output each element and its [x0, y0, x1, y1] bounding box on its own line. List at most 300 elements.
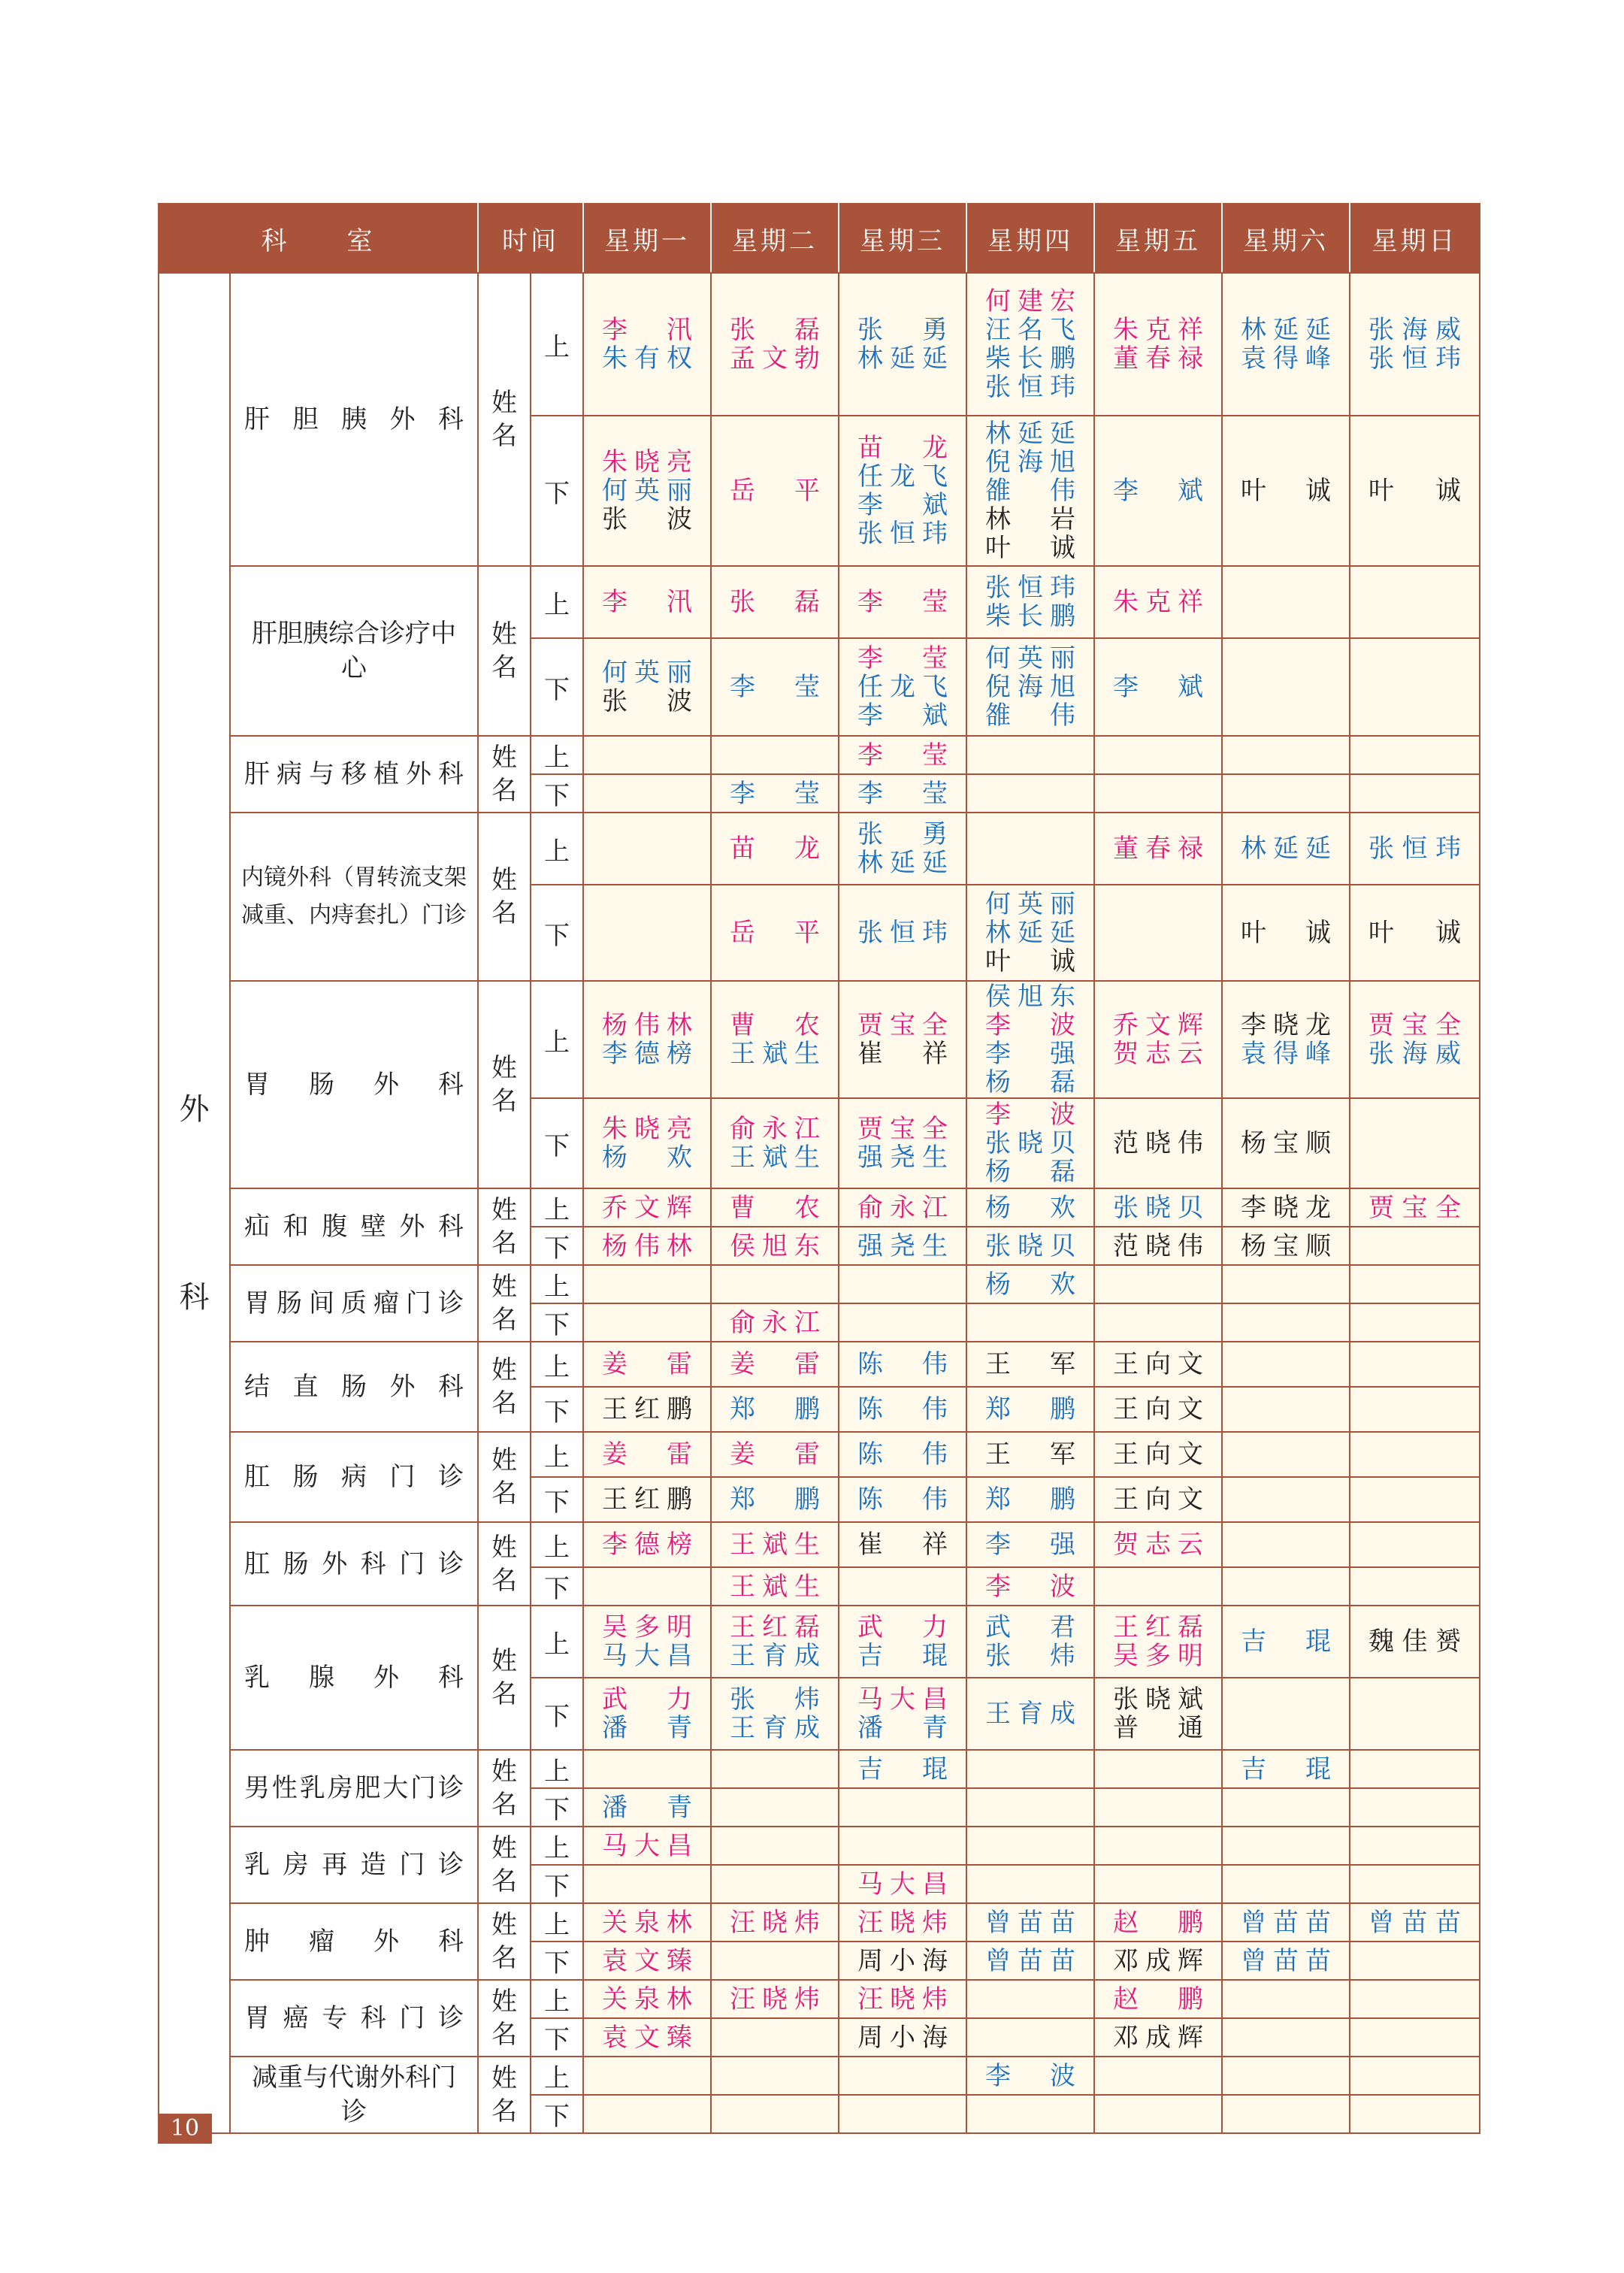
- doctor-cell: [711, 1942, 839, 1980]
- doctor-name: [967, 1011, 1093, 1040]
- doctor-name-part: 农: [794, 1010, 820, 1040]
- doctor-cell: [1222, 1522, 1350, 1567]
- doctor-cell: [711, 1098, 839, 1188]
- doctor-cell: [583, 1432, 711, 1477]
- name-label: [478, 1606, 531, 1750]
- doctor-cell: [966, 1865, 1094, 1903]
- doctor-name-char: 志: [1145, 1039, 1171, 1069]
- doctor-name: [584, 1685, 710, 1714]
- doctor-name-part: 潘: [857, 1713, 883, 1743]
- doctor-cell: [1094, 273, 1222, 416]
- doctor-name-part: 斌: [922, 490, 948, 520]
- time-slot: 下: [531, 1788, 583, 1827]
- doctor-name-char: 袁: [602, 2022, 628, 2053]
- doctor-name-char: 明: [667, 1612, 692, 1642]
- doctor-name: [1095, 1395, 1221, 1424]
- doctor-name-char: 朱: [1113, 587, 1139, 617]
- doctor-cell: [839, 774, 966, 813]
- doctor-name-char: 周: [857, 2022, 883, 2053]
- doctor-name-char: 辉: [1178, 1010, 1203, 1040]
- doctor-name-part: 陈: [857, 1439, 883, 1469]
- header-row: [159, 204, 1480, 273]
- doctor-name-char: 泉: [634, 1907, 660, 1938]
- doctor-name: [967, 287, 1093, 316]
- doctor-cell: [1350, 273, 1480, 416]
- doctor-name-part: 曹: [730, 1010, 755, 1040]
- name-label: [478, 566, 531, 736]
- schedule-row: [159, 813, 1480, 885]
- doctor-cell: [583, 736, 711, 774]
- doctor-name-char: 林: [985, 419, 1011, 449]
- doctor-name-part: 莹: [794, 778, 820, 809]
- doctor-name-char: 张: [1368, 1039, 1394, 1069]
- doctor-name-char: 强: [857, 1143, 883, 1173]
- doctor-name-char: 磊: [1178, 1612, 1203, 1642]
- doctor-name-part: 李: [730, 672, 755, 702]
- doctor-name-part: 李: [985, 1039, 1011, 1069]
- time-slot: 上: [531, 1827, 583, 1865]
- doctor-cell: [583, 1188, 711, 1227]
- doctor-cell: [711, 1303, 839, 1342]
- doctor-name-part: 李: [857, 643, 883, 673]
- doctor-name: [712, 1350, 838, 1379]
- name-label-char: 姓: [491, 1646, 517, 1676]
- doctor-name-char: 贾: [857, 1010, 883, 1040]
- doctor-name-char: 范: [1113, 1230, 1139, 1261]
- doctor-name: [584, 1613, 710, 1642]
- doctor-name: [967, 1158, 1093, 1186]
- doctor-cell: [711, 774, 839, 813]
- doctor-cell: [1222, 1567, 1350, 1606]
- doctor-name: [967, 1395, 1093, 1424]
- doctor-name-char: 张: [985, 1128, 1011, 1158]
- doctor-name-char: 马: [857, 1684, 883, 1715]
- doctor-name: [839, 1642, 966, 1670]
- doctor-name-char: 延: [1305, 315, 1331, 345]
- doctor-cell: [1222, 1227, 1350, 1265]
- doctor-name-char: 王: [602, 1485, 628, 1515]
- doctor-name-char: 伟: [1178, 1230, 1203, 1261]
- doctor-name-part: 姜: [730, 1439, 755, 1469]
- doctor-name-char: 志: [1145, 1530, 1171, 1560]
- time-slot: 下: [531, 1865, 583, 1903]
- doctor-name: [1223, 1129, 1349, 1158]
- doctor-name-part: 苗: [730, 834, 755, 864]
- doctor-name-part: 叶: [1241, 476, 1266, 506]
- doctor-name: [584, 658, 710, 687]
- time-slot: 下: [531, 1678, 583, 1750]
- doctor-cell: [583, 566, 711, 638]
- doctor-name-part: 祥: [922, 1530, 948, 1560]
- doctor-cell: [1094, 1865, 1222, 1903]
- doctor-cell: [1094, 416, 1222, 566]
- doctor-name-char: 斌: [762, 1571, 788, 1602]
- doctor-cell: [1094, 736, 1222, 774]
- doctor-name-part: 叶: [1241, 918, 1266, 948]
- doctor-cell: [711, 1903, 839, 1942]
- doctor-name-char: 生: [794, 1571, 820, 1602]
- doctor-cell: [1350, 774, 1480, 813]
- doctor-name-char: 玮: [1050, 573, 1075, 603]
- doctor-name-char: 辉: [1178, 1945, 1203, 1976]
- doctor-name: [1223, 1908, 1349, 1937]
- doctor-cell: [583, 1750, 711, 1788]
- name-label-char: 姓: [491, 1532, 517, 1563]
- doctor-name-part: 斌: [1178, 476, 1203, 506]
- doctor-name-part: 武: [857, 1612, 883, 1642]
- doctor-name-part: 斌: [1178, 672, 1203, 702]
- doctor-name-char: 恒: [1018, 573, 1043, 603]
- doctor-cell: [583, 1788, 711, 1827]
- schedule-table: [158, 203, 1480, 2134]
- doctor-cell: [1222, 1432, 1350, 1477]
- doctor-name-char: 全: [1435, 1010, 1461, 1040]
- doctor-name: [1095, 1947, 1221, 1975]
- doctor-cell: [583, 1342, 711, 1387]
- doctor-name: [1350, 1040, 1479, 1068]
- doctor-name: [584, 1232, 710, 1261]
- doctor-name-part: 苗: [857, 433, 883, 463]
- doctor-cell: [1350, 638, 1480, 736]
- name-label-char: 名: [491, 1086, 517, 1116]
- doctor-name-char: 鹏: [667, 1485, 692, 1515]
- doctor-cell: [1350, 1606, 1480, 1678]
- doctor-name-char: 红: [634, 1394, 660, 1424]
- name-label-char: 姓: [491, 865, 517, 895]
- doctor-cell: [1094, 2018, 1222, 2057]
- doctor-name-part: 鹏: [1178, 1907, 1203, 1938]
- doctor-name-part: 潘: [602, 1792, 628, 1823]
- doctor-name-char: 林: [1241, 315, 1266, 345]
- doctor-name-part: 伟: [922, 1485, 948, 1515]
- doctor-cell: [1222, 885, 1350, 981]
- doctor-cell: [583, 1303, 711, 1342]
- doctor-name-char: 玮: [922, 519, 948, 549]
- doctor-cell: [966, 1188, 1094, 1227]
- doctor-name-char: 大: [634, 1830, 660, 1861]
- doctor-name-part: 力: [667, 1684, 692, 1715]
- doctor-name: [584, 1985, 710, 2014]
- doctor-name-part: 伟: [922, 1394, 948, 1424]
- doctor-name-char: 贝: [1050, 1128, 1075, 1158]
- time-slot: 下: [531, 416, 583, 566]
- schedule-row: [159, 1827, 1480, 1865]
- doctor-name: [712, 1685, 838, 1714]
- schedule-row: [159, 1903, 1480, 1942]
- doctor-cell: [1350, 1567, 1480, 1606]
- name-label-char: 姓: [491, 1757, 517, 1787]
- doctor-name-char: 尧: [890, 1230, 915, 1261]
- doctor-name-char: 王: [1113, 1439, 1139, 1469]
- doctor-cell: [583, 981, 711, 1098]
- name-label: [478, 273, 531, 566]
- doctor-name-part: 琨: [1305, 1754, 1331, 1784]
- doctor-name: [1223, 1627, 1349, 1656]
- doctor-name-part: 张: [602, 686, 628, 716]
- doctor-name-char: 延: [1050, 419, 1075, 449]
- doctor-cell: [583, 1098, 711, 1188]
- doctor-cell: [1350, 1750, 1480, 1788]
- doctor-name-char: 王: [730, 1143, 755, 1173]
- doctor-name-char: 林: [857, 344, 883, 374]
- doctor-name: [584, 1714, 710, 1742]
- doctor-cell: [839, 1903, 966, 1942]
- doctor-name: [584, 448, 710, 477]
- doctor-name-part: 李: [985, 2060, 1011, 2091]
- department-name: 肛肠外科门诊: [230, 1522, 478, 1606]
- doctor-cell: [1350, 1227, 1480, 1265]
- doctor-name-char: 孟: [730, 344, 755, 374]
- doctor-name-char: 亮: [667, 1114, 692, 1144]
- doctor-name: [712, 588, 838, 616]
- doctor-name: [1095, 588, 1221, 616]
- doctor-name-char: 林: [667, 1984, 692, 2014]
- doctor-cell: [839, 638, 966, 736]
- name-label-char: 名: [491, 652, 517, 683]
- name-label-char: 姓: [491, 1355, 517, 1385]
- doctor-cell: [966, 638, 1094, 736]
- doctor-name: [967, 1270, 1093, 1299]
- doctor-name: [712, 1440, 838, 1469]
- doctor-name-part: 雒: [985, 701, 1011, 731]
- doctor-cell: [1094, 1750, 1222, 1788]
- doctor-name-char: 柴: [985, 344, 1011, 374]
- doctor-cell: [1094, 1188, 1222, 1227]
- doctor-cell: [839, 813, 966, 885]
- doctor-name-char: 威: [1435, 1039, 1461, 1069]
- doctor-name-char: 成: [1050, 1699, 1075, 1729]
- doctor-name: [1095, 1011, 1221, 1040]
- doctor-name-char: 向: [1145, 1349, 1171, 1379]
- doctor-name-char: 林: [1241, 834, 1266, 864]
- name-label-char: 名: [491, 898, 517, 928]
- time-slot: 上: [531, 1606, 583, 1678]
- doctor-name-part: 赵: [1113, 1984, 1139, 2014]
- doctor-cell: [1350, 1865, 1480, 1903]
- doctor-cell: [583, 1227, 711, 1265]
- department-name: 肝胆胰外科: [230, 273, 478, 566]
- doctor-cell: [1350, 736, 1480, 774]
- doctor-name-part: 李: [857, 778, 883, 809]
- doctor-name-char: 生: [794, 1143, 820, 1173]
- doctor-name-part: 鹏: [1050, 1394, 1075, 1424]
- doctor-name: [839, 344, 966, 373]
- doctor-name-part: 姜: [730, 1349, 755, 1379]
- doctor-name-char: 龙: [890, 462, 915, 492]
- doctor-name-part: 张: [730, 1684, 755, 1715]
- doctor-name: [839, 919, 966, 947]
- doctor-name: [839, 741, 966, 770]
- doctor-name: [967, 419, 1093, 448]
- department-name: 胃肠间质瘤门诊: [230, 1265, 478, 1342]
- doctor-name-part: 姜: [602, 1349, 628, 1379]
- name-label: [478, 2057, 531, 2133]
- doctor-name: [1350, 919, 1479, 947]
- doctor-cell: [1350, 1678, 1480, 1750]
- doctor-cell: [711, 1188, 839, 1227]
- doctor-cell: [711, 1387, 839, 1432]
- doctor-cell: [583, 1387, 711, 1432]
- name-label-char: 姓: [491, 619, 517, 649]
- doctor-name-part: 鹏: [1178, 1984, 1203, 2014]
- name-label-char: 名: [491, 1790, 517, 1820]
- department-name: 疝和腹壁外科: [230, 1188, 478, 1265]
- doctor-name-char: 苗: [1402, 1907, 1428, 1938]
- doctor-name-char: 红: [1145, 1612, 1171, 1642]
- doctor-name-part: 吉: [857, 1754, 883, 1784]
- doctor-name-char: 张: [857, 918, 883, 948]
- doctor-name-char: 龙: [1305, 1010, 1331, 1040]
- doctor-name-char: 祥: [1178, 587, 1203, 617]
- doctor-cell: [1094, 1942, 1222, 1980]
- doctor-name: [712, 1115, 838, 1143]
- doctor-name-char: 王: [1113, 1612, 1139, 1642]
- doctor-name: [1095, 477, 1221, 505]
- doctor-cell: [711, 1227, 839, 1265]
- doctor-name-char: 伟: [1178, 1128, 1203, 1158]
- doctor-name: [967, 316, 1093, 344]
- doctor-cell: [966, 813, 1094, 885]
- doctor-name: [839, 1947, 966, 1975]
- doctor-name-part: 叶: [985, 533, 1011, 563]
- doctor-name-part: 李: [857, 740, 883, 770]
- doctor-name-char: 强: [857, 1230, 883, 1261]
- doctor-name: [839, 588, 966, 616]
- doctor-name-char: 生: [922, 1143, 948, 1173]
- doctor-cell: [1094, 638, 1222, 736]
- doctor-name-char: 丽: [1050, 889, 1075, 919]
- doctor-name-char: 延: [1050, 918, 1075, 948]
- header-day: 星期五: [1094, 204, 1222, 273]
- doctor-name: [584, 1947, 710, 1975]
- doctor-name: [1095, 2023, 1221, 2052]
- doctor-name: [967, 1350, 1093, 1379]
- doctor-name-part: 李: [985, 1010, 1011, 1040]
- department-name: 减重与代谢外科门诊: [230, 2057, 478, 2133]
- doctor-name-char: 成: [1145, 1945, 1171, 1976]
- doctor-cell: [583, 1567, 711, 1606]
- schedule-row: [159, 1342, 1480, 1387]
- doctor-name: [967, 644, 1093, 673]
- doctor-name-char: 朱: [1113, 315, 1139, 345]
- doctor-name-char: 文: [1178, 1439, 1203, 1469]
- doctor-name: [839, 1908, 966, 1937]
- doctor-name-char: 晓: [634, 447, 660, 477]
- doctor-name-char: 宏: [1050, 286, 1075, 316]
- doctor-name-part: 农: [794, 1192, 820, 1223]
- name-label-char: 姓: [491, 2063, 517, 2093]
- doctor-name-part: 欢: [667, 1143, 692, 1173]
- doctor-name-char: 袁: [1241, 344, 1266, 374]
- doctor-name: [1095, 1642, 1221, 1670]
- doctor-name-char: 晓: [1273, 1010, 1299, 1040]
- doctor-name: [712, 1613, 838, 1642]
- doctor-name-part: 炜: [794, 1684, 820, 1715]
- doctor-cell: [583, 1865, 711, 1903]
- doctor-name: [584, 1143, 710, 1172]
- doctor-cell: [1350, 1477, 1480, 1522]
- department-name: 肝病与移植外科: [230, 736, 478, 813]
- doctor-name: [712, 316, 838, 344]
- doctor-name-char: 贺: [1113, 1530, 1139, 1560]
- doctor-name: [967, 1530, 1093, 1559]
- doctor-name: [839, 1194, 966, 1222]
- doctor-cell: [711, 1342, 839, 1387]
- doctor-cell: [711, 1522, 839, 1567]
- doctor-name: [712, 1642, 838, 1670]
- doctor-cell: [1350, 1342, 1480, 1387]
- doctor-name: [584, 2023, 710, 2052]
- time-slot: 下: [531, 1387, 583, 1432]
- doctor-name-char: 佳: [1402, 1627, 1428, 1657]
- doctor-name-char: 尧: [890, 1143, 915, 1173]
- name-label: [478, 1750, 531, 1827]
- name-label: [478, 1432, 531, 1522]
- doctor-cell: [711, 1678, 839, 1750]
- doctor-name-char: 周: [857, 1945, 883, 1976]
- doctor-name-char: 飞: [922, 672, 948, 702]
- header-time: 时间: [478, 204, 583, 273]
- time-slot: 上: [531, 273, 583, 416]
- doctor-name-char: 成: [794, 1641, 820, 1671]
- doctor-name-char: 延: [1018, 918, 1043, 948]
- doctor-name-char: 晓: [1145, 1684, 1171, 1715]
- doctor-name-char: 王: [730, 1530, 755, 1560]
- doctor-name-char: 旭: [762, 1230, 788, 1261]
- schedule-row: [159, 1188, 1480, 1227]
- doctor-name-part: 吉: [1241, 1627, 1266, 1657]
- doctor-name-char: 英: [1018, 643, 1043, 673]
- doctor-name-part: 强: [1050, 1039, 1075, 1069]
- department-name: 肿瘤外科: [230, 1903, 478, 1980]
- doctor-name-char: 林: [667, 1230, 692, 1261]
- doctor-cell: [966, 1303, 1094, 1342]
- doctor-name-part: 杨: [602, 1143, 628, 1173]
- doctor-name-char: 峰: [1305, 1039, 1331, 1069]
- doctor-cell: [966, 1750, 1094, 1788]
- doctor-name: [1095, 1194, 1221, 1222]
- doctor-cell: [711, 1788, 839, 1827]
- doctor-name-char: 炜: [794, 1984, 820, 2014]
- doctor-cell: [583, 1942, 711, 1980]
- doctor-name-char: 春: [1145, 834, 1171, 864]
- schedule-row: [159, 736, 1480, 774]
- doctor-cell: [839, 1942, 966, 1980]
- doctor-cell: [966, 566, 1094, 638]
- doctor-name-char: 何: [985, 889, 1011, 919]
- schedule-row: [159, 1265, 1480, 1303]
- doctor-name-char: 汪: [857, 1984, 883, 2014]
- doctor-name-char: 榜: [667, 1039, 692, 1069]
- doctor-cell: [711, 566, 839, 638]
- name-label-char: 名: [491, 1679, 517, 1709]
- doctor-name-char: 晓: [890, 1907, 915, 1938]
- doctor-cell: [966, 416, 1094, 566]
- schedule-body: [159, 273, 1480, 2133]
- doctor-name-char: 苗: [1273, 1907, 1299, 1938]
- doctor-name: [1223, 477, 1349, 505]
- doctor-name-char: 育: [762, 1641, 788, 1671]
- doctor-name: [967, 1947, 1093, 1975]
- doctor-name-char: 威: [1435, 315, 1461, 345]
- doctor-name-part: 张: [730, 587, 755, 617]
- doctor-name-part: 岳: [730, 476, 755, 506]
- doctor-name-part: 杨: [985, 1157, 1011, 1187]
- doctor-name-char: 辉: [667, 1192, 692, 1223]
- doctor-cell: [1222, 1387, 1350, 1432]
- doctor-cell: [1094, 1432, 1222, 1477]
- doctor-name-char: 丽: [667, 476, 692, 506]
